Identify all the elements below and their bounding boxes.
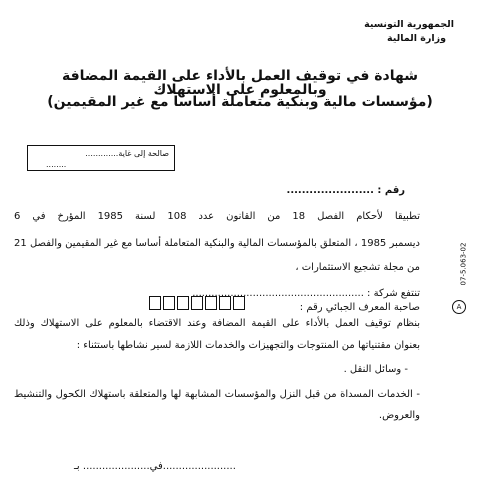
tax-id-digit-box[interactable] <box>149 296 161 310</box>
paragraph-investment-code: من مجلة تشجيع الاستثمارات ، <box>295 262 420 273</box>
tax-id-label: صاحبة المعرف الجبائي رقم : <box>299 302 420 313</box>
document-title-line3: (مؤسسات مالية وبنكية متعاملة أساسا مع غير المقيمين) <box>47 94 433 110</box>
certificate-number[interactable]: رقم : ....................... <box>286 185 405 196</box>
tax-id-boxes[interactable] <box>147 296 245 310</box>
tax-id-digit-box[interactable] <box>219 296 231 310</box>
exception-hotel-services: - الخدمات المسداة من قبل النزل والمؤسسات المشابهة لها والمتعلقة باستهلاك الكحول والتنشيط <box>14 389 420 400</box>
validity-label: صالحة إلى غاية............. <box>85 149 169 158</box>
exception-shows: والعروض. <box>378 410 420 421</box>
paragraph-law-reference: تطبيقا لأحكام الفصل 18 من القانون عدد 108 لسنة 1985 المؤرخ في 6 <box>14 211 420 222</box>
document-title-line1: شهادة في توقيف العمل بالأداء على القيمة المضافة <box>62 68 418 84</box>
validity-box[interactable] <box>27 145 175 171</box>
tax-id-digit-box[interactable] <box>163 296 175 310</box>
paragraph-law-details: ديسمبر 1985 ، المتعلق بالمؤسسات المالية والبنكية المتعاملة أساسا مع غير المقيمين والفصل 21 <box>14 238 421 249</box>
tax-id-digit-box[interactable] <box>205 296 217 310</box>
tax-id-digit-box[interactable] <box>233 296 245 310</box>
paragraph-acquisitions: بعنوان مقتنياتها من المنتوجات والتجهيزات والخدمات اللازمة لسير نشاطها باستثناء : <box>76 340 420 351</box>
form-stamp-icon: A <box>452 300 466 314</box>
company-name-field[interactable]: تنتفع شركة : ...................................................... <box>192 288 420 299</box>
tax-id-digit-box[interactable] <box>177 296 189 310</box>
document-title-line2: وبالمعلوم على الاستهلاك <box>153 82 327 98</box>
republic-name: الجمهورية التونسية <box>364 19 454 30</box>
ministry-name: وزارة المالية <box>387 33 446 44</box>
header-block <box>364 18 454 46</box>
validity-dots: ........ <box>46 160 67 169</box>
form-code: 07-5.063-02 <box>459 242 468 286</box>
paragraph-suspension-regime: بنظام توقيف العمل بالأداء على القيمة المضافة وعند الاقتضاء بالمعلوم على الاستهلاك وذلك <box>14 318 420 329</box>
tax-id-digit-box[interactable] <box>191 296 203 310</box>
place-date-field[interactable]: .......................في..................... بـ <box>74 461 236 472</box>
exception-transport: - وسائل النقل . <box>343 364 408 375</box>
